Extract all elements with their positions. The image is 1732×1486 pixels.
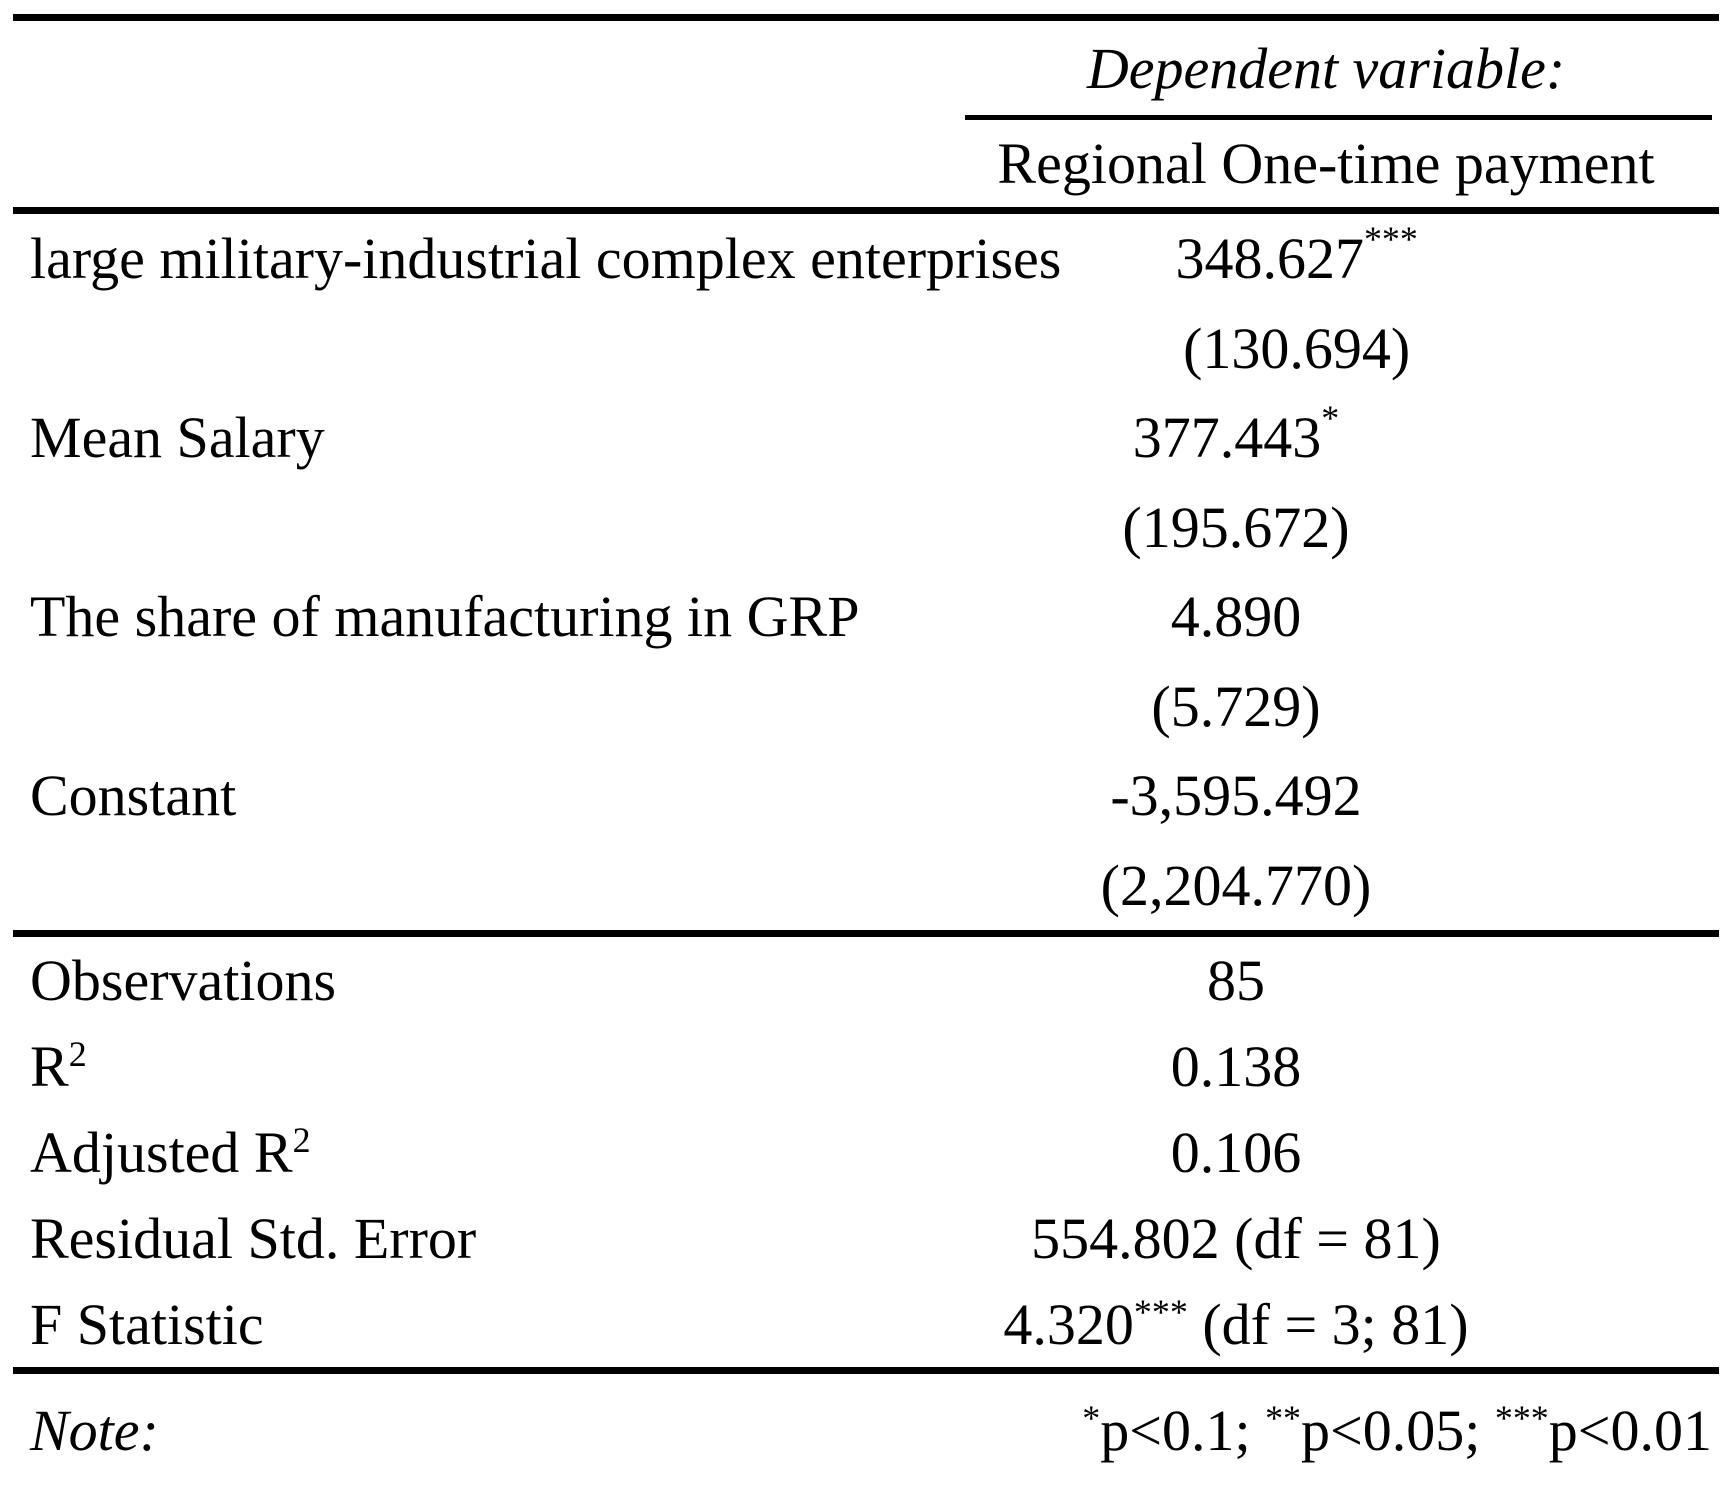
statistic-row	[0, 1281, 1732, 1367]
note-segment-text: p<0.01	[1548, 1397, 1712, 1463]
coefficient-row	[0, 572, 1732, 751]
significance-stars: ***	[1494, 1397, 1549, 1438]
coefficient-values	[940, 393, 1712, 572]
note-label: Note:	[30, 1397, 159, 1463]
statistic-label	[30, 1033, 940, 1100]
coefficient-estimate: 348.627 ***	[1175, 218, 1418, 291]
dependent-variable-name: Regional One-time payment	[997, 131, 1655, 196]
statistic-value-text: 554.802 (df = 81)	[1031, 1205, 1441, 1271]
statistic-row	[0, 1109, 1732, 1195]
coefficient-std-error: (195.672)	[1122, 494, 1350, 560]
coefficient-label: Mean Salary	[30, 405, 325, 470]
note-segment-text: p<0.1;	[1100, 1397, 1266, 1463]
statistic-label-text: Residual Std. Error	[30, 1205, 477, 1271]
note-segment	[1265, 1398, 1495, 1463]
statistic-value	[940, 1033, 1712, 1100]
coefficient-estimate	[940, 751, 1712, 840]
coefficient-label: large military-industrial complex enterprises	[30, 226, 1062, 291]
coefficient-estimate: 377.443 *	[1132, 397, 1340, 470]
coefficient-values	[940, 572, 1712, 751]
statistic-value-text: 85	[1207, 947, 1265, 1013]
statistic-label	[30, 1291, 940, 1358]
note-rule	[13, 1367, 1719, 1374]
note-segment	[1495, 1398, 1712, 1463]
significance-stars: **	[1265, 1397, 1302, 1438]
statistic-row	[0, 1023, 1732, 1109]
estimate-value: 348.627	[1175, 226, 1364, 291]
statistic-value-suffix: (df = 3; 81)	[1187, 1291, 1469, 1357]
statistic-label	[30, 1205, 940, 1272]
coefficient-std-error: (2,204.770)	[1100, 852, 1372, 918]
coefficient-values	[940, 751, 1712, 930]
statistic-label-text: Observations	[30, 947, 337, 1013]
coefficient-label: Constant	[30, 763, 237, 828]
statistic-value-text: 0.138	[1170, 1033, 1302, 1099]
statistic-row	[0, 1195, 1732, 1281]
significance-stars: *	[1082, 1397, 1101, 1438]
estimate-value: 4.890	[1170, 584, 1302, 649]
statistics-rule	[13, 930, 1719, 937]
statistic-value	[940, 1205, 1712, 1272]
statistic-row	[0, 937, 1732, 1023]
note-text	[940, 1397, 1712, 1464]
statistic-value	[940, 1119, 1712, 1186]
estimate-value: 377.443	[1132, 405, 1322, 470]
coefficient-std-error: (5.729)	[1151, 673, 1321, 739]
statistic-value	[940, 1291, 1712, 1358]
dependent-variable-header-row	[0, 21, 1732, 115]
estimate-value: -3,595.492	[1110, 763, 1362, 828]
coefficient-estimate	[940, 572, 1712, 661]
statistic-value	[940, 947, 1712, 1014]
coefficient-row	[0, 393, 1732, 572]
top-rule	[13, 14, 1719, 21]
coefficient-std-error: (130.694)	[1183, 315, 1411, 381]
coefficient-row	[0, 751, 1732, 930]
coefficient-row	[0, 214, 1732, 393]
note-segment	[1082, 1398, 1265, 1463]
dependent-variable-name-row	[0, 120, 1732, 207]
significance-stars: ***	[1133, 1291, 1188, 1332]
statistic-label-superscript: 2	[68, 1033, 87, 1074]
statistic-label	[30, 947, 940, 1014]
statistic-value-text: 4.320	[1003, 1291, 1134, 1357]
note-row	[0, 1374, 1732, 1486]
coefficient-label: The share of manufacturing in GRP	[30, 584, 860, 649]
statistic-label-text: F Statistic	[30, 1291, 264, 1357]
statistic-label	[30, 1119, 940, 1186]
dependent-variable-label: Dependent variable:	[1086, 35, 1566, 101]
statistic-value-text: 0.106	[1170, 1119, 1302, 1185]
note-segment-text: p<0.05;	[1301, 1397, 1495, 1463]
statistic-label-superscript: 2	[292, 1119, 311, 1160]
statistic-label-text: R	[30, 1033, 69, 1099]
coefficient-values	[1061, 214, 1712, 393]
header-rule	[13, 207, 1719, 214]
statistic-label-text: Adjusted R	[30, 1119, 293, 1185]
